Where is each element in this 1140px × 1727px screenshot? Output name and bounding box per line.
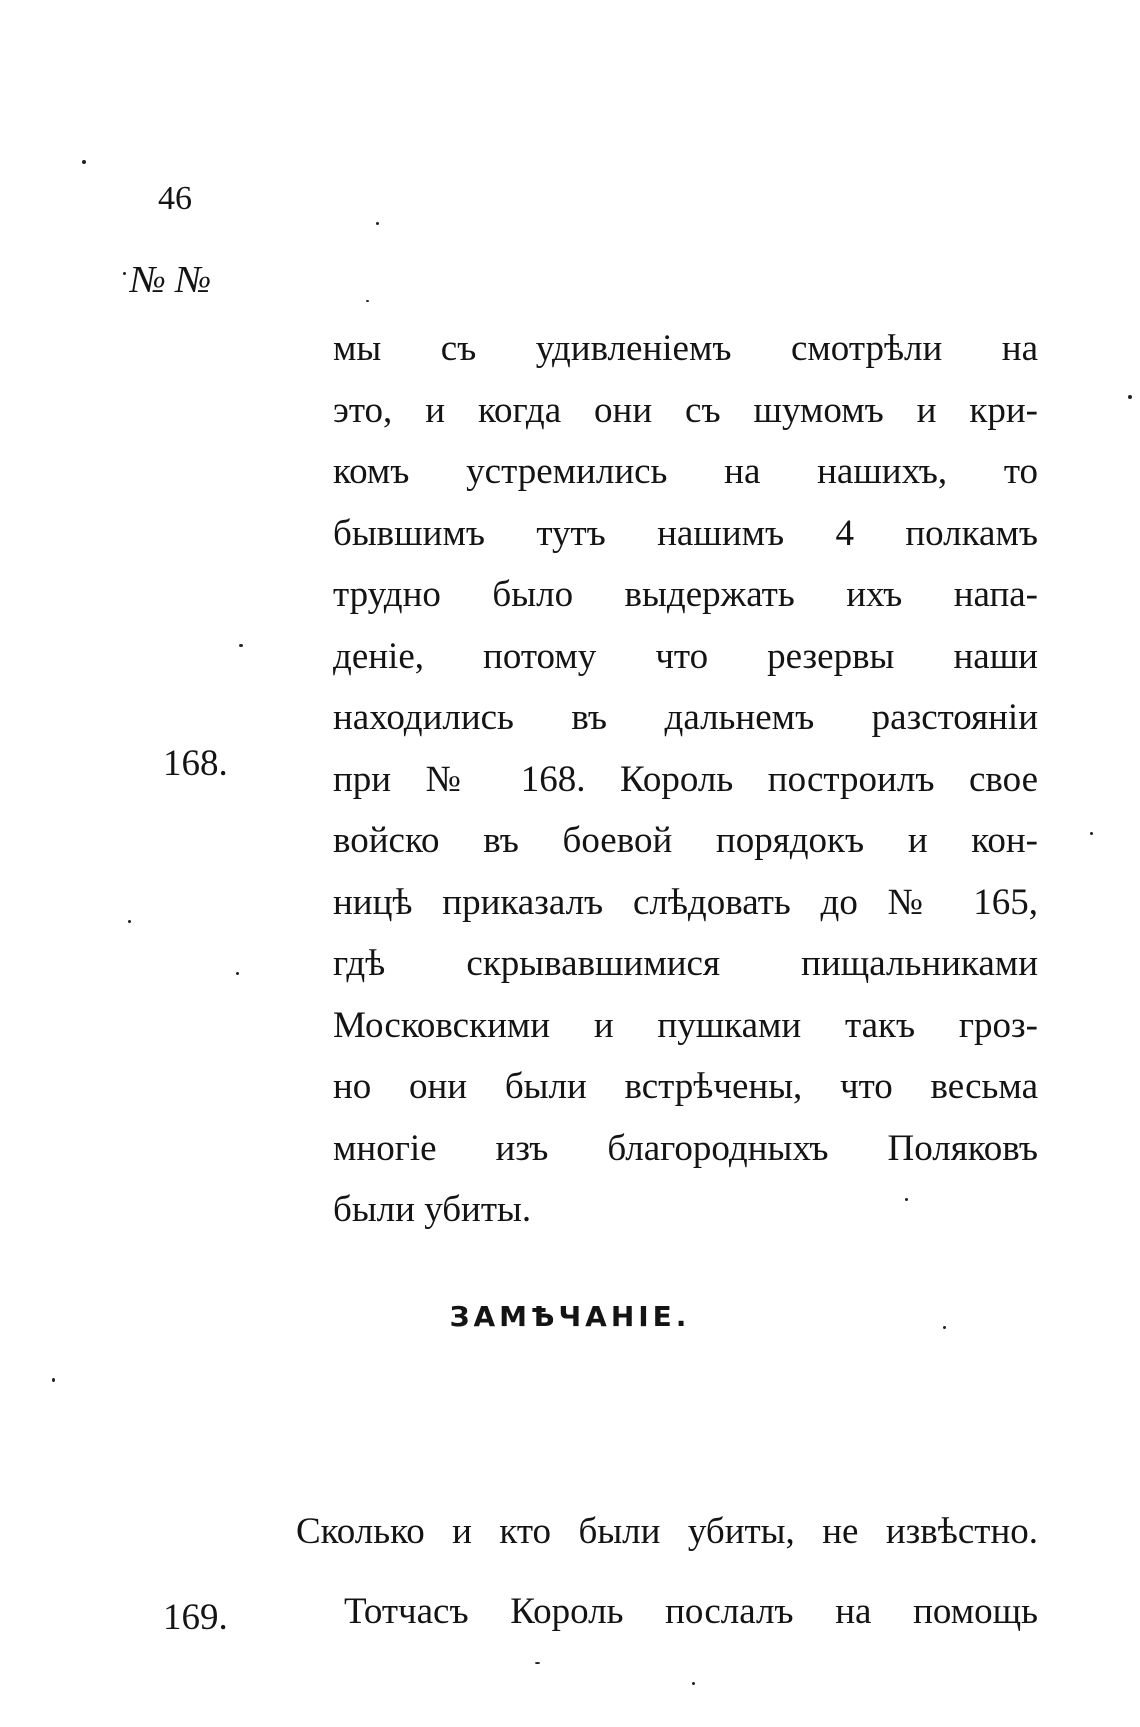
scan-speck — [535, 1662, 540, 1664]
scan-speck — [943, 1326, 946, 1329]
page-number: 46 — [158, 180, 192, 217]
text-line: деніе, потому что резервы наши — [333, 635, 1038, 677]
text-line: гдѣ скрывавшимися пищальниками — [333, 943, 1038, 984]
text-line: мы съ удивленіемъ смотрѣли на — [333, 328, 1038, 369]
note-heading: ЗАМѢЧАНІЕ. — [449, 1300, 691, 1333]
margin-number-168: 168. — [163, 743, 228, 784]
text-line: многіе изъ благородныхъ Поляковъ — [333, 1127, 1038, 1169]
scan-speck — [366, 300, 369, 302]
scan-speck — [52, 1378, 55, 1382]
scan-speck — [376, 222, 379, 225]
scan-speck — [128, 920, 131, 923]
margin-number-169: 169. — [163, 1597, 228, 1638]
text-line: были убиты. — [333, 1189, 532, 1230]
scan-speck — [692, 1682, 695, 1685]
scan-speck — [1128, 395, 1132, 399]
text-line: Московскими и пушками такъ гроз- — [333, 1004, 1038, 1046]
scan-speck — [236, 972, 239, 975]
scan-speck — [82, 160, 86, 164]
text-line: ницѣ приказалъ слѣдовать до № 165, — [333, 881, 1038, 923]
text-line: но они были встрѣчены, что весьма — [333, 1066, 1038, 1107]
text-line: это, и когда они съ шумомъ и кри- — [333, 389, 1038, 431]
text-line: при № 168. Король построилъ свое — [333, 758, 1038, 800]
numbers-header: № № — [130, 259, 212, 301]
scan-speck — [905, 1198, 908, 1201]
text-line: войско въ боевой порядокъ и кон- — [333, 820, 1038, 861]
body-text — [333, 318, 1038, 1241]
scan-speck — [123, 272, 126, 275]
scan-speck — [1090, 832, 1093, 835]
text-line: трудно было выдержать ихъ напа- — [333, 574, 1038, 615]
text-line: находились въ дальнемъ разстояніи — [333, 697, 1038, 738]
paragraph-169-text: Тотчасъ Король послалъ на помощь — [344, 1591, 1038, 1632]
note-text: Сколько и кто были убиты, не извѣстно. — [296, 1511, 1038, 1552]
text-line: бывшимъ тутъ нашимъ 4 полкамъ — [333, 512, 1038, 554]
text-line: комъ устремились на нашихъ, то — [333, 451, 1038, 492]
scan-speck — [239, 644, 243, 647]
